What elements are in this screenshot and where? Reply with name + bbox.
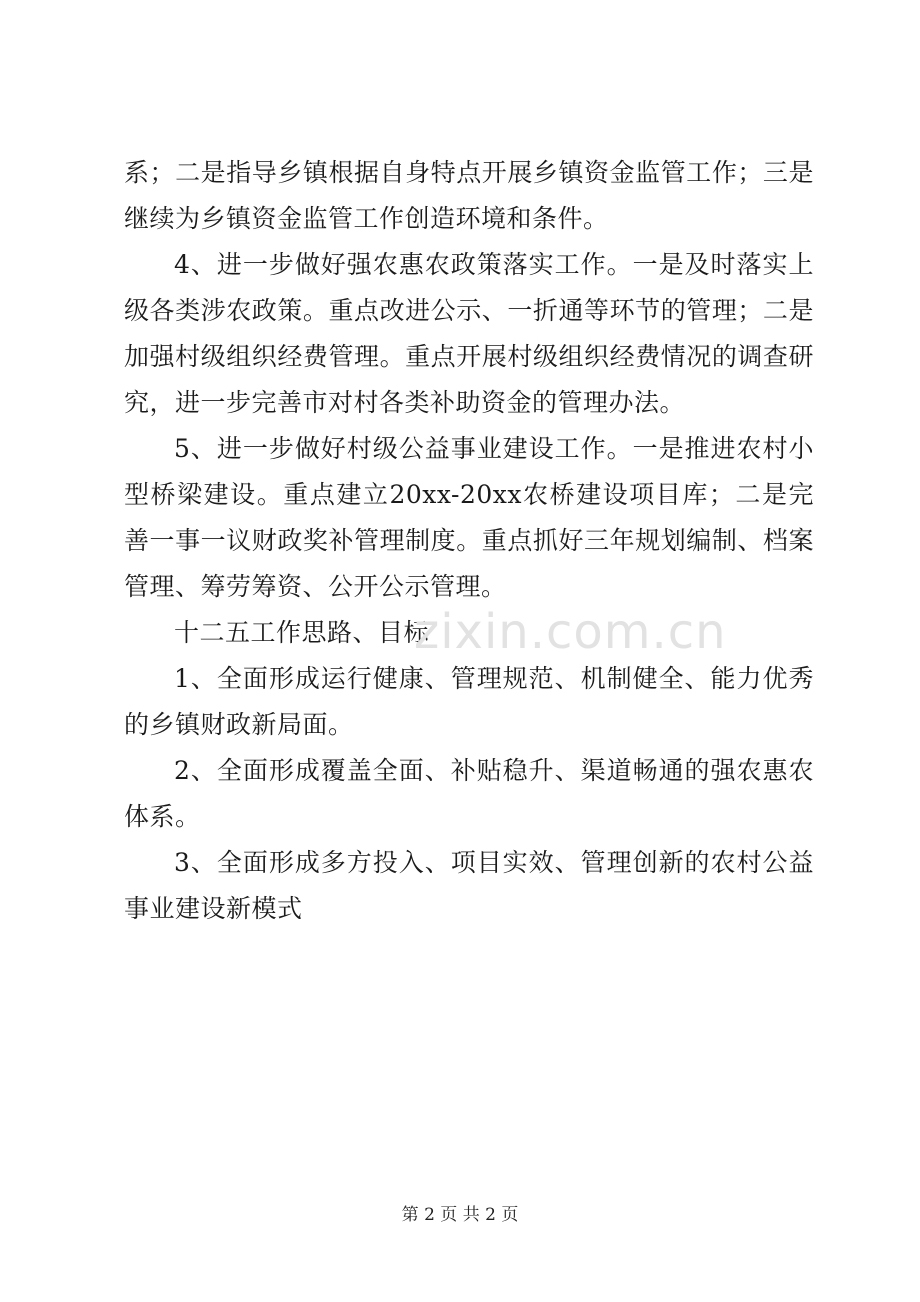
- section-heading: 十二五工作思路、目标: [174, 618, 430, 647]
- watermark: zixin.com.cn: [414, 604, 727, 660]
- goal-item-1: 1、全面形成运行健康、管理规范、机制健全、能力优秀的乡镇财政新局面。: [124, 664, 814, 739]
- paragraph-continuation: 系；二是指导乡镇根据自身特点开展乡镇资金监管工作；三是继续为乡镇资金监管工作创造环境和条件。: [124, 158, 814, 233]
- goal-item-2: 2、全面形成覆盖全面、补贴稳升、渠道畅通的强农惠农体系。: [124, 756, 814, 831]
- paragraph-item-5: 5、进一步做好村级公益事业建设工作。一是推进农村小型桥梁建设。重点建立20xx-20xx农桥建设项目库；二是完善一事一议财政奖补管理制度。重点抓好三年规划编制、档案管理、筹劳筹资、公开公示管理。: [124, 434, 814, 601]
- paragraph-item-4: 4、进一步做好强农惠农政策落实工作。一是及时落实上级各类涉农政策。重点改进公示、一折通等环节的管理；二是加强村级组织经费管理。重点开展村级组织经费情况的调查研究，进一步完善市对村各类补助资金的管理办法。: [124, 250, 814, 417]
- document-body: [124, 150, 814, 932]
- goal-item-3: 3、全面形成多方投入、项目实效、管理创新的农村公益事业建设新模式: [124, 848, 814, 923]
- page-number-footer: 第 2 页 共 2 页: [401, 1205, 519, 1225]
